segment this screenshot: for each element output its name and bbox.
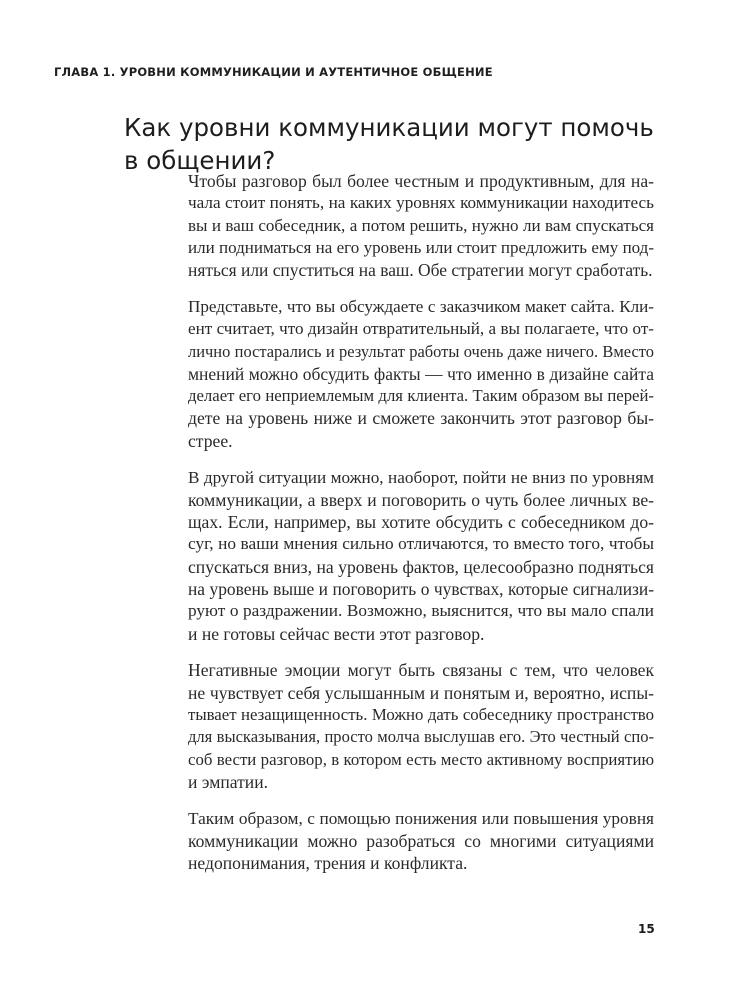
text-line: недопонимания, трения и конфликта. — [188, 853, 468, 874]
body-text — [188, 170, 654, 889]
text-line: ент считает, что дизайн отвратительный, а вы полагаете, что от- — [188, 319, 654, 339]
text-line: коммуникации можно разобраться со многими ситуациями — [188, 831, 654, 852]
paragraph — [188, 467, 654, 645]
text-line: суг, но ваши мнения сильно отличаются, то вместо того, чтобы — [188, 534, 654, 554]
text-line: Чтобы разговор был более честным и продуктивным, для на- — [188, 171, 654, 191]
text-line: и не готовы сейчас вести этот разговор. — [188, 623, 485, 644]
text-line: руют о раздражении. Возможно, выяснится, что вы мало спали — [188, 601, 654, 621]
text-line: или подниматься на его уровень или стоит предложить ему под- — [188, 237, 654, 257]
text-line: Представьте, что вы обсуждаете с заказчиком макет сайта. Кли- — [188, 296, 654, 316]
text-line: спускаться вниз, на уровень фактов, целесообразно подняться — [188, 556, 654, 577]
text-line: лично постарались и результат работы очень даже ничего. Вместо — [188, 341, 654, 361]
page-title — [124, 111, 684, 177]
text-line: на уровень выше и поговорить о чувствах, которые сигнализи- — [188, 579, 654, 600]
paragraph — [188, 296, 654, 452]
text-line: стрее. — [188, 430, 233, 451]
page-number: 15 — [638, 922, 655, 936]
text-line: няться или спуститься на ваш. Обе стратегии могут сработать. — [188, 260, 653, 281]
paragraph — [188, 659, 654, 793]
title-line: Как уровни коммуникации могут помочь — [124, 113, 654, 142]
text-line: щах. Если, например, вы хотите обсудить с собеседником до- — [188, 512, 654, 533]
text-line: дете на уровень ниже и сможете закончить этот разговор бы- — [188, 408, 654, 429]
text-line: чала стоит понять, на каких уровнях коммуникации находитесь — [188, 193, 654, 213]
title-line: в общении? — [124, 146, 276, 175]
paragraph — [188, 170, 654, 281]
text-line: коммуникации, а вверх и поговорить о чуть более личных ве- — [188, 489, 654, 510]
text-line: Таким образом, с помощью понижения или повышения уровня — [188, 808, 654, 828]
text-line: Негативные эмоции могут быть связаны с тем, что человек — [188, 660, 654, 681]
text-line: мнений можно обсудить факты — что именно в дизайне сайта — [188, 363, 654, 384]
text-line: вы и ваш собеседник, а потом решить, нужно ли вам спускаться — [188, 215, 654, 235]
paragraph — [188, 808, 654, 875]
running-head: ГЛАВА 1. УРОВНИ КОММУНИКАЦИИ И АУТЕНТИЧНОЕ ОБЩЕНИЕ — [54, 65, 493, 79]
text-line: для высказывания, просто молча выслушав его. Это честный спо- — [188, 727, 654, 747]
text-line: соб вести разговор, в котором есть место активному восприятию — [188, 749, 654, 769]
text-line: делает его неприемлемым для клиента. Таким образом вы перей- — [188, 386, 654, 406]
text-line: тывает незащищенность. Можно дать собеседнику пространство — [188, 705, 654, 725]
text-line: В другой ситуации можно, наоборот, пойти не вниз по уровням — [188, 467, 654, 487]
text-line: не чувствует себя услышанным и понятым и, вероятно, испы- — [188, 682, 654, 703]
text-line: и эмпатии. — [188, 771, 269, 792]
